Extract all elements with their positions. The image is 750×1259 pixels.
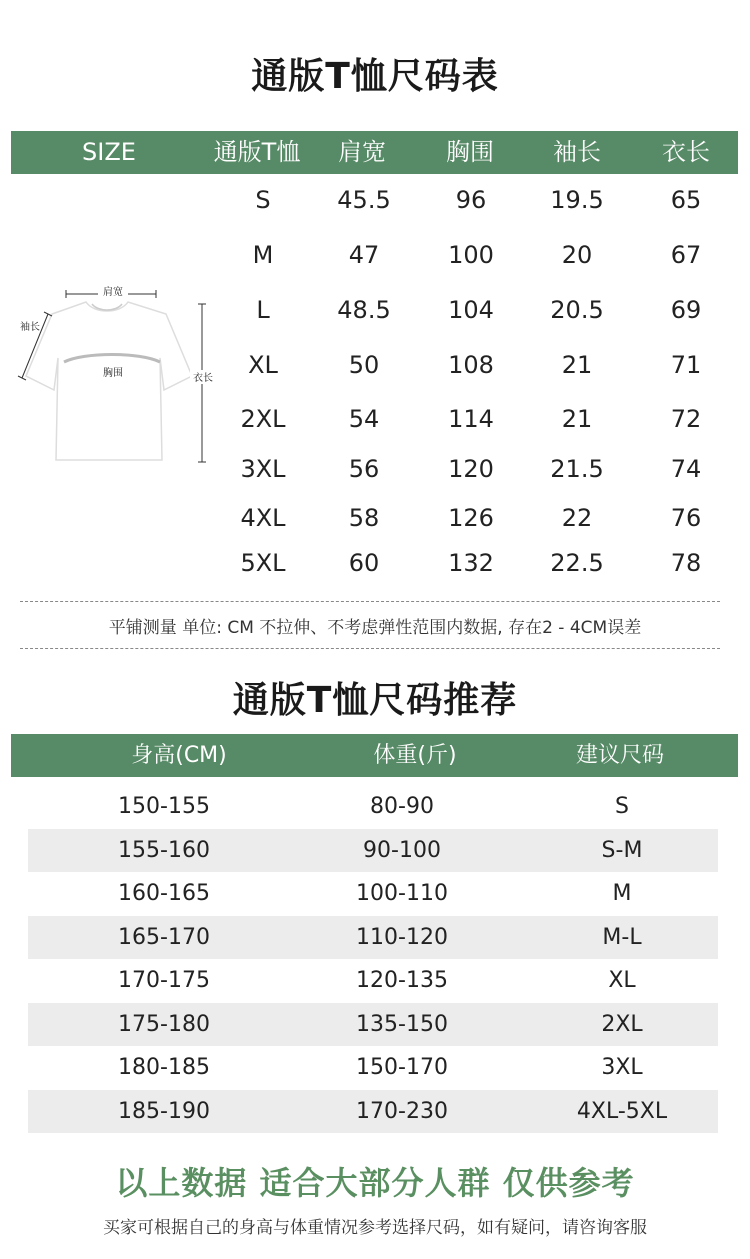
size-value-cell: 48.5 <box>337 296 391 324</box>
size-value-cell: 71 <box>670 351 702 379</box>
size-value-cell: 74 <box>670 455 702 483</box>
size-value-cell: 22 <box>561 504 593 532</box>
suggested-size-cell: 4XL-5XL <box>576 1098 668 1124</box>
weight-cell: 80-90 <box>370 794 434 819</box>
height-cell: 150-155 <box>118 794 210 819</box>
weight-cell: 100-110 <box>356 881 448 906</box>
size-value-cell: 47 <box>348 241 380 269</box>
weight-cell: 150-170 <box>356 1055 448 1080</box>
recommendation-header-cell: 体重(斤) <box>373 743 457 768</box>
size-value-cell: 72 <box>670 405 702 433</box>
size-label-cell: 3XL <box>240 455 286 483</box>
size-table-header <box>11 131 738 174</box>
size-label-cell: S <box>255 186 271 214</box>
size-label-cell: XL <box>248 351 278 379</box>
height-cell: 165-170 <box>118 924 210 950</box>
sleeve-label: 袖长 <box>20 322 40 333</box>
size-header-cell: SIZE <box>82 138 136 166</box>
height-cell: 155-160 <box>118 837 210 863</box>
size-value-cell: 56 <box>348 455 380 483</box>
size-chart-title: 通版T恤尺码表 <box>251 56 499 97</box>
size-value-cell: 22.5 <box>550 549 604 577</box>
tshirt-diagram <box>14 280 224 470</box>
size-value-cell: 78 <box>670 549 702 577</box>
size-header-cell: 衣长 <box>662 138 710 166</box>
suggested-size-cell: S-M <box>601 837 643 863</box>
height-cell: 185-190 <box>118 1098 210 1124</box>
size-value-cell: 19.5 <box>550 186 604 214</box>
recommendation-row <box>28 1003 718 1046</box>
weight-cell: 90-100 <box>363 837 441 863</box>
size-value-cell: 108 <box>448 351 494 379</box>
height-cell: 180-185 <box>118 1055 210 1080</box>
weight-cell: 110-120 <box>356 924 448 950</box>
size-value-cell: 126 <box>448 504 494 532</box>
divider-bottom <box>20 648 720 649</box>
suggested-size-cell: S <box>615 794 629 819</box>
size-label-cell: M <box>252 241 274 269</box>
length-label: 衣长 <box>193 373 213 384</box>
divider-top <box>20 601 720 602</box>
suggested-size-cell: M <box>612 881 632 906</box>
height-cell: 170-175 <box>118 968 210 993</box>
size-value-cell: 114 <box>448 405 494 433</box>
size-label-cell: L <box>256 296 270 324</box>
weight-cell: 135-150 <box>356 1011 448 1037</box>
suggested-size-cell: M-L <box>602 924 642 950</box>
size-label-cell: 4XL <box>240 504 286 532</box>
recommendation-title: 通版T恤尺码推荐 <box>232 680 518 721</box>
recommendation-row <box>28 1090 718 1133</box>
suggested-size-cell: 2XL <box>601 1011 643 1037</box>
recommendation-row <box>28 916 718 959</box>
size-label-cell: 2XL <box>240 405 286 433</box>
size-value-cell: 69 <box>670 296 702 324</box>
slogan: 以上数据 适合大部分人群 仅供参考 <box>115 1164 635 1202</box>
size-value-cell: 45.5 <box>337 186 391 214</box>
chest-label: 胸围 <box>103 368 123 379</box>
recommendation-row <box>28 829 718 872</box>
size-value-cell: 21.5 <box>550 455 604 483</box>
size-value-cell: 21 <box>561 405 593 433</box>
recommendation-row <box>28 1046 718 1089</box>
recommendation-header-cell: 建议尺码 <box>575 743 665 768</box>
size-value-cell: 21 <box>561 351 593 379</box>
recommendation-table-header <box>11 734 738 777</box>
size-label-cell: 5XL <box>240 549 286 577</box>
weight-cell: 170-230 <box>356 1098 448 1124</box>
size-value-cell: 76 <box>670 504 702 532</box>
suggested-size-cell: XL <box>608 968 636 993</box>
recommendation-header-cell: 身高(CM) <box>131 743 227 768</box>
measurement-note: 平铺测量 单位: CM 不拉伸、不考虑弹性范围内数据, 存在2 - 4CM误差 <box>108 618 642 638</box>
size-value-cell: 60 <box>348 549 380 577</box>
size-value-cell: 20 <box>561 241 593 269</box>
size-value-cell: 20.5 <box>550 296 604 324</box>
size-value-cell: 104 <box>448 296 494 324</box>
recommendation-row <box>28 785 718 828</box>
footer-note: 买家可根据自己的身高与体重情况参考选择尺码，如有疑问，请咨询客服 <box>103 1218 647 1238</box>
suggested-size-cell: 3XL <box>601 1055 643 1080</box>
size-value-cell: 65 <box>670 186 702 214</box>
size-value-cell: 100 <box>448 241 494 269</box>
size-value-cell: 120 <box>448 455 494 483</box>
size-header-cell: 通版T恤 <box>213 138 301 166</box>
size-value-cell: 67 <box>670 241 702 269</box>
size-header-cell: 袖长 <box>553 138 601 166</box>
shoulder-label: 肩宽 <box>103 287 123 298</box>
weight-cell: 120-135 <box>356 968 448 993</box>
size-value-cell: 96 <box>455 186 487 214</box>
size-value-cell: 54 <box>348 405 380 433</box>
recommendation-row <box>28 872 718 915</box>
recommendation-row <box>28 959 718 1002</box>
height-cell: 160-165 <box>118 881 210 906</box>
size-value-cell: 50 <box>348 351 380 379</box>
size-value-cell: 132 <box>448 549 494 577</box>
size-header-cell: 胸围 <box>446 138 494 166</box>
size-value-cell: 58 <box>348 504 380 532</box>
size-header-cell: 肩宽 <box>338 138 386 166</box>
height-cell: 175-180 <box>118 1011 210 1037</box>
tshirt-icon <box>26 302 192 460</box>
